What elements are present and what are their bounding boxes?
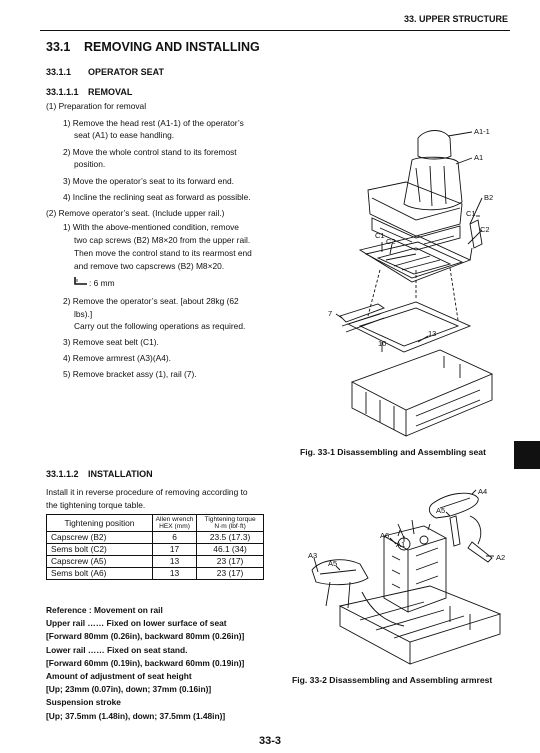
fig2-label: A4 [478,487,488,496]
fig1-label: C2 [480,225,490,234]
reference-block [46,604,244,723]
reference-line: [Forward 60mm (0.19in), backward 60mm (0.19in)] [46,657,245,668]
page-number: 33-3 [258,735,282,747]
reference-line: [Forward 80mm (0.26in), backward 80mm (0.26in)] [46,631,245,642]
reference-line: Suspension stroke [46,697,121,708]
table-cell: Capscrew (A5) [47,556,153,568]
table-cell: 13 [152,556,196,568]
torque-table [46,514,264,580]
figure-caption: Fig. 33-1 Disassembling and Assembling seat [300,447,486,457]
reference-line: Lower rail …… Fixed on seat stand. [46,644,188,655]
removal-line: 3) Remove seat belt (C1). [63,337,159,347]
armrest-exploded-diagram [300,486,515,672]
fig1-label: A1 [474,153,484,162]
reference-title: Reference : Movement on rail [46,605,163,615]
seat-exploded-diagram [320,120,520,438]
removal-line: 5) Remove bracket assy (1), rail (7). [63,369,197,379]
fig2-label: A5 [328,559,338,568]
subsection-heading [46,67,164,77]
table-cell: 6 [152,532,196,544]
allen-wrench-icon [73,275,89,289]
removal-line: (2) Remove operator’s seat. (Include upper rail.) [46,208,225,218]
removal-number: 33.1.1.1 [46,87,79,97]
header-rule [40,30,510,31]
removal-line: position. [74,159,106,169]
table-row [47,568,264,580]
reference-line: Upper rail …… Fixed on lower surface of seat [46,618,227,629]
subsection-title: OPERATOR SEAT [88,67,165,77]
table-cell: 17 [152,544,196,556]
removal-line: 3) Move the operator’s seat to its forward end. [63,176,235,186]
removal-line: Then move the control stand to its rearmost end [74,248,252,258]
table-row [47,532,264,544]
removal-line: 1) Remove the head rest (A1-1) of the operator’s [63,118,244,128]
table-row [47,556,264,568]
fig1-label: 10 [378,339,387,348]
reference-line: Amount of adjustment of seat height [46,671,192,682]
installation-title: INSTALLATION [88,469,153,479]
removal-line: seat (A1) to ease handling. [74,130,175,140]
table-cell: Capscrew (B2) [47,532,153,544]
table-row [47,544,264,556]
fig1-label: 13 [428,329,437,338]
fig1-label: C1 [375,231,385,240]
installation-number: 33.1.1.2 [46,469,79,479]
fig1-label: B2 [484,193,494,202]
table-cell: 46.1 (34) [197,544,264,556]
table-cell: 23 (17) [197,556,264,568]
table-cell: 23.5 (17.3) [197,532,264,544]
reference-line: [Up; 37.5mm (1.48in), down; 37.5mm (1.48in)] [46,710,226,721]
removal-line: 4) Remove armrest (A3)(A4). [63,353,171,363]
removal-title: REMOVAL [88,87,133,97]
table-cell: 23 (17) [197,568,264,580]
fig1-label: 7 [328,309,333,318]
fig2-label: A1 [396,540,406,549]
chapter-tab-marker [514,441,540,469]
removal-heading [46,87,132,97]
table-header-row [47,515,264,532]
table-cell: Sems bolt (A6) [47,568,153,580]
column-header: Allen wrench HEX (mm) [152,515,196,532]
reference-line: [Up; 23mm (0.07in), down; 37mm (0.16in)] [46,684,212,695]
column-header: Tightening torque N·m (lbf·ft) [197,515,264,532]
column-header: Tightening position [47,515,153,532]
figure-caption: Fig. 33-2 Disassembling and Assembling armrest [292,675,493,685]
removal-line: 1) With the above-mentioned condition, remove [63,222,239,232]
table-cell: 13 [152,568,196,580]
removal-line: lbs).] [74,309,93,319]
removal-line: 2) Move the whole control stand to its foremost [63,147,237,157]
section-heading [46,40,260,54]
installation-line: Install it in reverse procedure of removing according to [46,487,248,497]
removal-line: Carry out the following operations as required. [74,321,246,331]
fig1-label: C2 [386,237,396,246]
fig2-label: A3 [308,551,318,560]
fig1-label: C1 [466,209,476,218]
removal-line: 2) Remove the operator’s seat. [about 28kg (62 [63,296,239,306]
fig2-label: A5 [436,506,446,515]
section-title: REMOVING AND INSTALLING [84,40,260,54]
fig2-label: A2 [496,553,506,562]
installation-heading [46,469,153,479]
chapter-header: 33. UPPER STRUCTURE [403,14,508,24]
removal-line: two cap screws (B2) M8×20 from the upper rail. [74,235,251,245]
removal-line: 4) Incline the reclining seat as forward as possible. [63,192,251,202]
removal-line: (1) Preparation for removal [46,101,147,111]
subsection-number: 33.1.1 [46,67,72,77]
wrench-size: : 6 mm [89,278,115,288]
fig1-label: A1-1 [474,127,490,136]
installation-line: the tightening torque table. [46,500,146,510]
section-number: 33.1 [46,40,71,54]
table-cell: Sems bolt (C2) [47,544,153,556]
removal-line: and remove two capscrews (B2) M8×20. [74,261,225,271]
fig2-label: A6 [380,531,390,540]
